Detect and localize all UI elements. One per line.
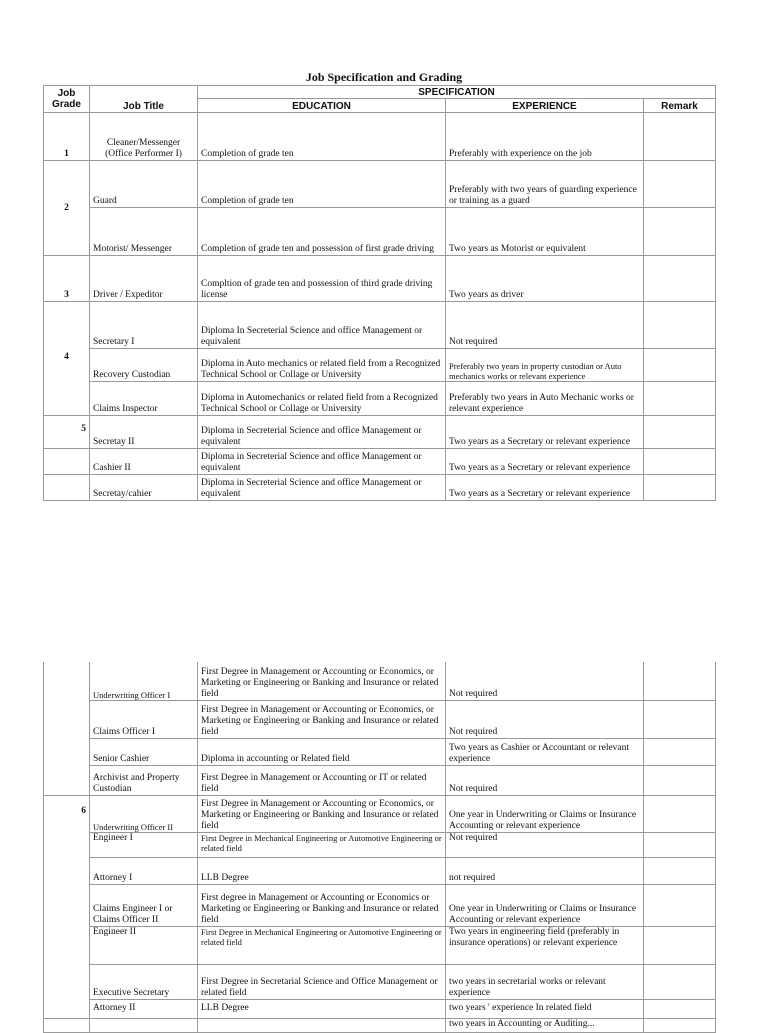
table-row — [44, 738, 716, 765]
job-title-cell: Attorney I — [90, 857, 198, 884]
remark-cell — [644, 765, 716, 795]
education-cell: First degree in Management or Accounting or Economics or Marketing or Engineering or Banking and Insurance or related field — [198, 884, 446, 926]
experience-cell: Not required — [446, 832, 644, 857]
table-row — [44, 926, 716, 964]
remark-cell — [644, 832, 716, 857]
education-cell: LLB Degree — [198, 857, 446, 884]
job-title-cell: Motorist/ Messenger — [90, 208, 198, 256]
table-row — [44, 475, 716, 501]
education-cell: Diploma in Secreterial Science and office Management or equivalent — [198, 475, 446, 501]
header-job-title: Job Title — [90, 86, 198, 113]
education-cell: First Degree in Management or Accounting or Economics, or Marketing or Engineering or Banking and Insurance or related field — [198, 795, 446, 832]
page-title: Job Specification and Grading — [305, 70, 463, 84]
job-title-cell: Executive Secretary — [90, 964, 198, 999]
education-cell: Diploma in Auto mechanics or related field from a Recognized Technical School or Collage or University — [198, 349, 446, 382]
remark-cell — [644, 700, 716, 738]
job-title-cell: Secretay II — [90, 416, 198, 449]
experience-cell: not required — [446, 857, 644, 884]
grade-cell: 5 — [44, 416, 90, 449]
remark-cell — [644, 349, 716, 382]
job-title-cell: Claims Officer I — [90, 700, 198, 738]
remark-cell — [644, 662, 716, 700]
remark-cell — [644, 302, 716, 349]
experience-cell: Two years as Cashier or Accountant or relevant experience — [446, 738, 644, 765]
table-row — [44, 1018, 716, 1032]
job-title-cell: Claims Engineer I or Claims Officer II — [90, 884, 198, 926]
remark-cell — [644, 449, 716, 475]
grade-cell: 1 — [44, 113, 90, 161]
education-cell: Completion of grade ten — [198, 113, 446, 161]
job-title-cell: Engineer II — [90, 926, 198, 964]
header-specification: SPECIFICATION — [198, 86, 716, 99]
remark-cell — [644, 964, 716, 999]
grade-cell — [44, 449, 90, 475]
experience-cell: Two years as driver — [446, 256, 644, 302]
experience-cell: Not required — [446, 662, 644, 700]
education-cell: Completion of grade ten — [198, 161, 446, 208]
experience-cell: Preferably with experience on the job — [446, 113, 644, 161]
experience-cell: Two years as a Secretary or relevant experience — [446, 449, 644, 475]
remark-cell — [644, 382, 716, 416]
remark-cell — [644, 208, 716, 256]
job-title-cell: Senior Cashier — [90, 738, 198, 765]
grade-cell: 3 — [44, 256, 90, 302]
education-cell: Compltion of grade ten and possession of third grade driving license — [198, 256, 446, 302]
remark-cell — [644, 475, 716, 501]
table-row — [44, 832, 716, 857]
remark-cell — [644, 256, 716, 302]
header-education: EDUCATION — [198, 99, 446, 113]
education-cell: First Degree in Management or Accounting or IT or related field — [198, 765, 446, 795]
remark-cell — [644, 1018, 716, 1032]
job-title-cell: Cleaner/Messenger (Office Performer I) — [90, 113, 198, 161]
table-row — [44, 161, 716, 208]
experience-cell: One year in Underwriting or Claims or Insurance Accounting or relevant experience — [446, 795, 644, 832]
grade-cell — [44, 662, 90, 795]
experience-cell: Preferably two years in Auto Mechanic works or relevant experience — [446, 382, 644, 416]
education-cell: Diploma in Secreterial Science and office Management or equivalent — [198, 449, 446, 475]
education-cell: Diploma In Secreterial Science and office Management or equivalent — [198, 302, 446, 349]
table-row — [44, 662, 716, 700]
remark-cell — [644, 884, 716, 926]
grade-cell: 6 — [44, 795, 90, 1018]
job-title-cell: Underwriting Officer I — [90, 662, 198, 700]
remark-cell — [644, 416, 716, 449]
header-remark: Remark — [644, 99, 716, 113]
table-row — [44, 700, 716, 738]
table-row — [44, 349, 716, 382]
job-title-cell: Engineer I — [90, 832, 198, 857]
table-row — [44, 208, 716, 256]
table-row — [44, 302, 716, 349]
remark-cell — [644, 926, 716, 964]
experience-cell: Two years as a Secretary or relevant experience — [446, 475, 644, 501]
experience-cell: Preferably with two years of guarding experience or training as a guard — [446, 161, 644, 208]
education-cell: First Degree in Secretarial Science and Office Management or related field — [198, 964, 446, 999]
grade-cell: 4 — [44, 302, 90, 416]
education-cell: First Degree in Management or Accounting or Economics, or Marketing or Engineering or Banking and Insurance or related field — [198, 700, 446, 738]
job-title-cell: Guard — [90, 161, 198, 208]
job-title-cell: Driver / Expeditor — [90, 256, 198, 302]
education-cell: Completion of grade ten and possession of first grade driving — [198, 208, 446, 256]
experience-cell: One year in Underwriting or Claims or Insurance Accounting or relevant experience — [446, 884, 644, 926]
table-row — [44, 795, 716, 832]
table-row — [44, 382, 716, 416]
job-title-cell — [90, 1018, 198, 1032]
job-title-cell: Secretary I — [90, 302, 198, 349]
table-row — [44, 449, 716, 475]
remark-cell — [644, 999, 716, 1018]
job-grading-table — [43, 85, 716, 501]
experience-cell: two years ' experience In related field — [446, 999, 644, 1018]
education-cell: Diploma in Secreterial Science and office Management or equivalent — [198, 416, 446, 449]
table-row — [44, 113, 716, 161]
experience-cell: Not required — [446, 765, 644, 795]
experience-cell: Not required — [446, 700, 644, 738]
header-experience: EXPERIENCE — [446, 99, 644, 113]
table-row — [44, 765, 716, 795]
job-title-cell: Recovery Custodian — [90, 349, 198, 382]
grade-cell — [44, 475, 90, 501]
table-row — [44, 416, 716, 449]
table-row — [44, 964, 716, 999]
experience-cell: Not required — [446, 302, 644, 349]
education-cell — [198, 1018, 446, 1032]
job-title-cell: Cashier II — [90, 449, 198, 475]
education-cell: Diploma in Automechanics or related field from a Recognized Technical School or Collage or University — [198, 382, 446, 416]
remark-cell — [644, 738, 716, 765]
experience-cell: two years in secretarial works or relevant experience — [446, 964, 644, 999]
table-row — [44, 857, 716, 884]
header-job-grade: Job Grade — [44, 86, 90, 113]
job-title-cell: Attorney II — [90, 999, 198, 1018]
table-row — [44, 256, 716, 302]
job-grading-table-continued — [43, 662, 716, 1033]
job-title-cell: Secretay/cahier — [90, 475, 198, 501]
table-row — [44, 884, 716, 926]
experience-cell: two years in Accounting or Auditing... — [446, 1018, 644, 1032]
experience-cell: Preferably two years in property custodian or Auto mechanics works or relevant experience — [446, 349, 644, 382]
job-title-cell: Claims Inspector — [90, 382, 198, 416]
remark-cell — [644, 161, 716, 208]
experience-cell: Two years in engineering field (preferably in insurance operations) or relevant experience — [446, 926, 644, 964]
education-cell: First Degree in Mechanical Engineering or Automotive Engineering or related field — [198, 832, 446, 857]
table-row — [44, 999, 716, 1018]
grade-cell: 2 — [44, 161, 90, 256]
job-title-cell: Archivist and Property Custodian — [90, 765, 198, 795]
experience-cell: Two years as a Secretary or relevant experience — [446, 416, 644, 449]
education-cell: First Degree in Management or Accounting or Economics, or Marketing or Engineering or Banking and Insurance or related field — [198, 662, 446, 700]
job-title-cell: Underwriting Officer II — [90, 795, 198, 832]
remark-cell — [644, 795, 716, 832]
education-cell: First Degree in Mechanical Engineering or Automotive Engineering or related field — [198, 926, 446, 964]
remark-cell — [644, 857, 716, 884]
grade-cell — [44, 1018, 90, 1032]
experience-cell: Two years as Motorist or equivalent — [446, 208, 644, 256]
education-cell: LLB Degree — [198, 999, 446, 1018]
remark-cell — [644, 113, 716, 161]
education-cell: Diploma in accounting or Related field — [198, 738, 446, 765]
